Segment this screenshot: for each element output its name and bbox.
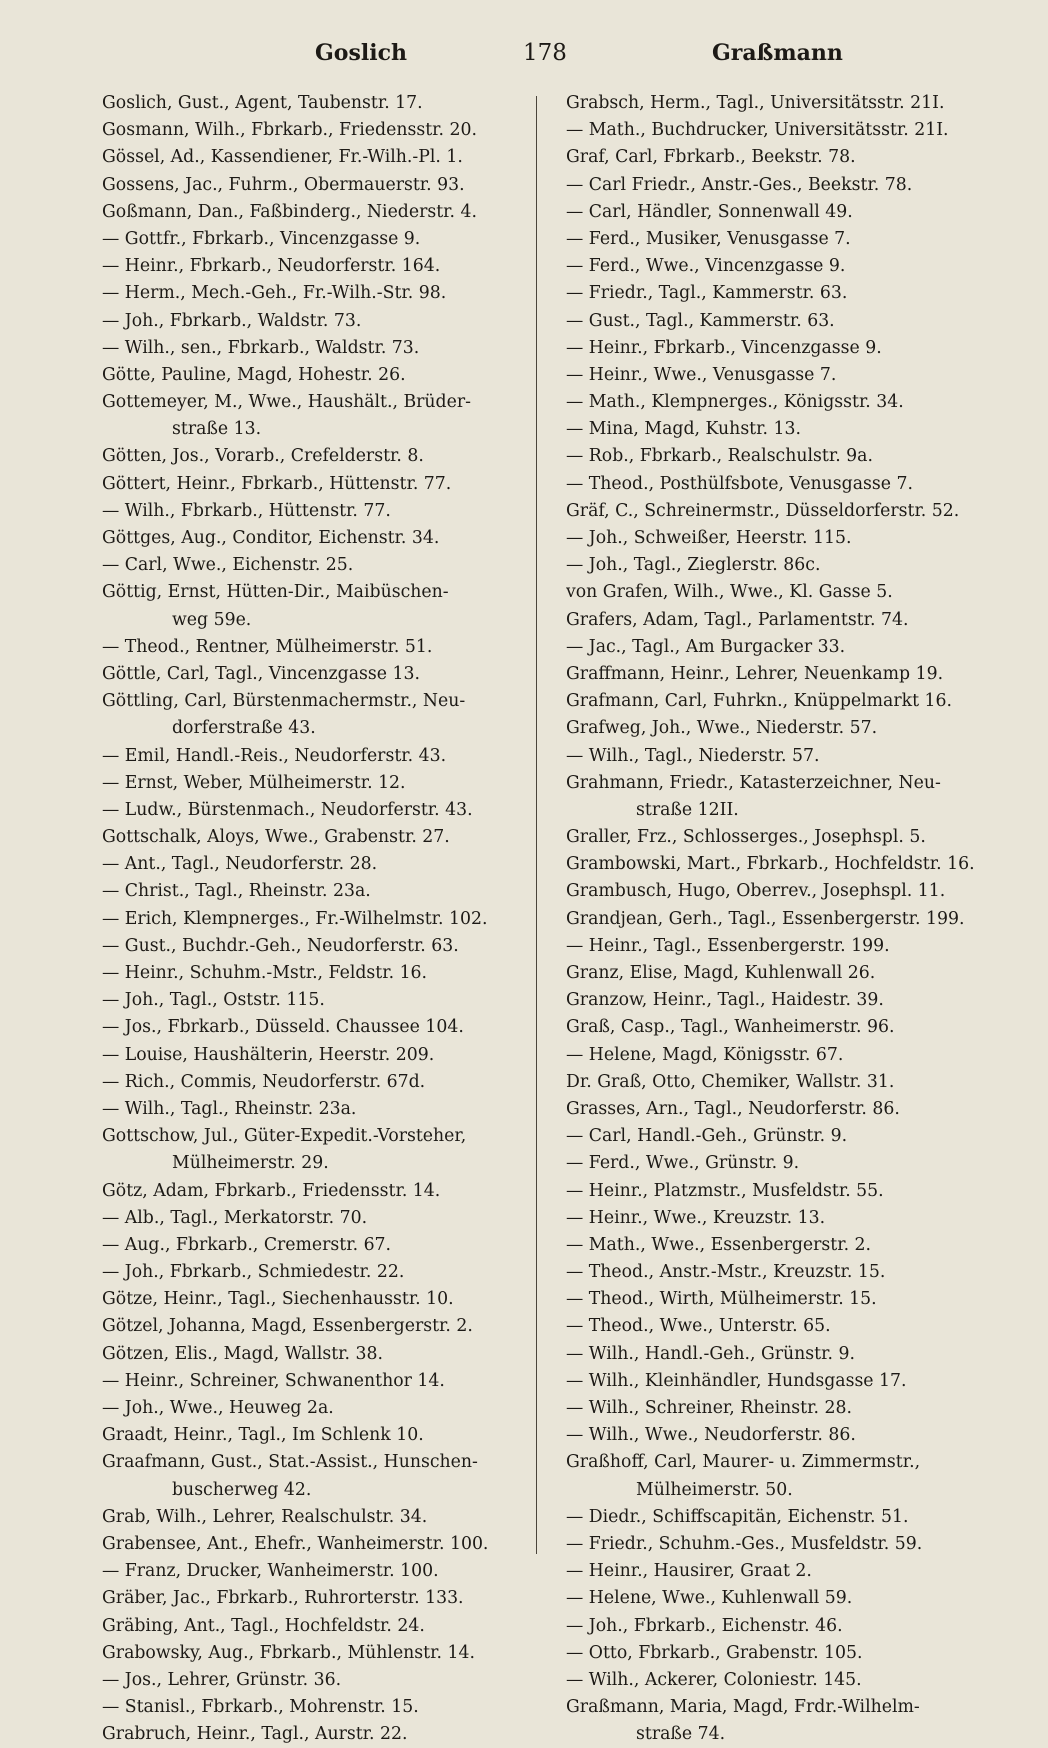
directory-entry: — Joh., Fbrkarb., Schmiedestr. 22. [102, 1262, 405, 1283]
directory-entry: Goßmann, Dan., Faßbinderg., Niederstr. 4. [102, 201, 478, 222]
directory-entry: — Erich, Klempnerges., Fr.-Wilhelmstr. 102. [102, 908, 488, 929]
directory-entry: Graßmann, Maria, Magd, Frdr.-Wilhelm- [566, 1697, 920, 1718]
directory-entry: Gössel, Ad., Kassendiener, Fr.-Wilh.-Pl. 1. [102, 147, 463, 168]
directory-entry: — Carl Friedr., Anstr.-Ges., Beekstr. 78. [566, 174, 913, 195]
directory-entry: — Heinr., Tagl., Essenbergerstr. 199. [566, 935, 890, 956]
directory-entry: — Franz, Drucker, Wanheimerstr. 100. [102, 1561, 439, 1582]
directory-entry: Grafweg, Joh., Wwe., Niederstr. 57. [566, 718, 878, 739]
directory-entry: — Wilh., Handl.-Geh., Grünstr. 9. [566, 1343, 855, 1364]
directory-entry: Grab, Wilh., Lehrer, Realschulstr. 34. [102, 1506, 428, 1527]
page-number: 178 [523, 40, 567, 66]
directory-entry: — Math., Buchdrucker, Universitätsstr. 21I. [566, 120, 949, 141]
directory-entry: — Math., Klempnerges., Königsstr. 34. [566, 392, 904, 413]
directory-entry: — Joh., Wwe., Heuweg 2a. [102, 1398, 334, 1418]
directory-entry: — Carl, Wwe., Eichenstr. 25. [102, 555, 354, 576]
directory-entry: Grabowsky, Aug., Fbrkarb., Mühlenstr. 14. [102, 1642, 475, 1663]
directory-entry: Graß, Casp., Tagl., Wanheimerstr. 96. [566, 1017, 895, 1038]
directory-entry: — Heinr., Schuhm.-Mstr., Feldstr. 16. [102, 963, 428, 983]
left-column [102, 90, 532, 1748]
directory-entry-continuation: straße 74. [636, 1724, 726, 1745]
page-header [100, 40, 970, 80]
directory-entry: Dr. Graß, Otto, Chemiker, Wallstr. 31. [566, 1071, 895, 1092]
directory-entry: — Louise, Haushälterin, Heerstr. 209. [102, 1044, 435, 1065]
directory-entry: — Theod., Anstr.-Mstr., Kreuzstr. 15. [566, 1262, 886, 1283]
directory-entry: — Helene, Magd, Königsstr. 67. [566, 1044, 844, 1065]
directory-entry: — Mina, Magd, Kuhstr. 13. [566, 419, 801, 440]
directory-entry: — Wilh., Fbrkarb., Hüttenstr. 77. [102, 500, 391, 521]
directory-entry: — Ernst, Weber, Mülheimerstr. 12. [102, 772, 406, 793]
directory-entry: — Jac., Tagl., Am Burgacker 33. [566, 636, 846, 657]
directory-entry: von Grafen, Wilh., Wwe., Kl. Gasse 5. [566, 582, 893, 603]
directory-entry-continuation: Mülheimerstr. 29. [172, 1153, 329, 1174]
header-right-keyword: Graßmann [712, 40, 843, 66]
directory-entry: — Carl, Händler, Sonnenwall 49. [566, 201, 853, 222]
directory-entry: — Diedr., Schiffscapitän, Eichenstr. 51. [566, 1506, 909, 1527]
directory-entry: — Wilh., Tagl., Rheinstr. 23a. [102, 1098, 357, 1119]
column-divider [536, 96, 537, 1554]
directory-entry: — Gust., Buchdr.-Geh., Neudorferstr. 63. [102, 935, 459, 956]
directory-entry-continuation: buscherweg 42. [172, 1479, 312, 1500]
directory-entry: — Joh., Tagl., Zieglerstr. 86c. [566, 555, 821, 576]
directory-entry: — Ant., Tagl., Neudorferstr. 28. [102, 854, 378, 875]
directory-entry: — Joh., Tagl., Oststr. 115. [102, 990, 325, 1011]
directory-entry: — Heinr., Hausirer, Graat 2. [566, 1561, 812, 1582]
directory-entry: — Heinr., Fbrkarb., Vincenzgasse 9. [566, 337, 882, 358]
directory-entry: Graadt, Heinr., Tagl., Im Schlenk 10. [102, 1425, 424, 1446]
directory-entry: — Joh., Fbrkarb., Waldstr. 73. [102, 310, 362, 331]
directory-entry: Grasses, Arn., Tagl., Neudorferstr. 86. [566, 1098, 900, 1119]
directory-entry: Göttig, Ernst, Hütten-Dir., Maibüschen- [102, 582, 449, 603]
directory-entry: Göttges, Aug., Conditor, Eichenstr. 34. [102, 528, 440, 548]
directory-entry: — Heinr., Platzmstr., Musfeldstr. 55. [566, 1180, 884, 1201]
directory-entry: — Herm., Mech.-Geh., Fr.-Wilh.-Str. 98. [102, 283, 447, 304]
directory-entry-continuation: straße 12II. [636, 799, 739, 820]
directory-entry: Graf, Carl, Fbrkarb., Beekstr. 78. [566, 147, 856, 168]
directory-entry: Grandjean, Gerh., Tagl., Essenbergerstr. 199. [566, 908, 965, 929]
directory-entry: — Theod., Wirth, Mülheimerstr. 15. [566, 1289, 877, 1310]
directory-entry: — Alb., Tagl., Merkatorstr. 70. [102, 1207, 368, 1228]
directory-entry: Götze, Heinr., Tagl., Siechenhausstr. 10. [102, 1289, 454, 1310]
directory-entry: Gottemeyer, M., Wwe., Haushält., Brüder- [102, 392, 471, 413]
directory-entry: Göttling, Carl, Bürstenmachermstr., Neu- [102, 691, 466, 712]
directory-entry: Götte, Pauline, Magd, Hohestr. 26. [102, 364, 406, 385]
directory-entry: Granz, Elise, Magd, Kuhlenwall 26. [566, 963, 876, 983]
directory-entry: — Joh., Schweißer, Heerstr. 115. [566, 528, 852, 548]
directory-entry: — Christ., Tagl., Rheinstr. 23a. [102, 881, 371, 902]
directory-entry: — Rich., Commis, Neudorferstr. 67d. [102, 1071, 426, 1092]
directory-entry: — Theod., Wwe., Unterstr. 65. [566, 1316, 831, 1337]
directory-entry: Gottschalk, Aloys, Wwe., Grabenstr. 27. [102, 827, 450, 848]
directory-entry: Goslich, Gust., Agent, Taubenstr. 17. [102, 93, 423, 113]
directory-entry: Gräf, C., Schreinermstr., Düsseldorferstr. 52. [566, 500, 960, 521]
directory-entry: — Rob., Fbrkarb., Realschulstr. 9a. [566, 446, 873, 467]
directory-entry: — Wilh., Wwe., Neudorferstr. 86. [566, 1425, 856, 1446]
directory-entry: — Carl, Handl.-Geh., Grünstr. 9. [566, 1126, 848, 1147]
directory-entry: Grabruch, Heinr., Tagl., Aurstr. 22. [102, 1724, 408, 1745]
directory-entry-continuation: Mülheimerstr. 50. [636, 1479, 793, 1500]
directory-entry: — Heinr., Fbrkarb., Neudorferstr. 164. [102, 256, 441, 277]
directory-entry: Gräber, Jac., Fbrkarb., Ruhrorterstr. 133. [102, 1588, 464, 1609]
directory-entry: Grabensee, Ant., Ehefr., Wanheimerstr. 100. [102, 1533, 489, 1554]
directory-entry: — Gottfr., Fbrkarb., Vincenzgasse 9. [102, 228, 421, 249]
directory-entry: Granzow, Heinr., Tagl., Haidestr. 39. [566, 990, 884, 1011]
directory-entry: Gosmann, Wilh., Fbrkarb., Friedensstr. 20. [102, 120, 477, 141]
directory-entry-continuation: weg 59e. [172, 609, 252, 630]
directory-entry-continuation: straße 13. [172, 419, 262, 440]
directory-entry: Göttle, Carl, Tagl., Vincenzgasse 13. [102, 663, 420, 684]
directory-entry: — Wilh., Kleinhändler, Hundsgasse 17. [566, 1370, 907, 1391]
directory-entry: — Heinr., Wwe., Venusgasse 7. [566, 364, 837, 385]
directory-entry: — Heinr., Wwe., Kreuzstr. 13. [566, 1207, 826, 1228]
directory-entry: — Emil, Handl.-Reis., Neudorferstr. 43. [102, 745, 447, 766]
directory-entry: Götten, Jos., Vorarb., Crefelderstr. 8. [102, 446, 424, 467]
directory-entry: Grabsch, Herm., Tagl., Universitätsstr. 21I. [566, 93, 945, 113]
header-left-keyword: Goslich [315, 40, 407, 66]
directory-entry: Grahmann, Friedr., Katasterzeichner, Neu- [566, 772, 941, 793]
directory-entry: — Theod., Rentner, Mülheimerstr. 51. [102, 636, 433, 657]
directory-entry: — Heinr., Schreiner, Schwanenthor 14. [102, 1370, 445, 1391]
directory-entry: — Joh., Fbrkarb., Eichenstr. 46. [566, 1615, 843, 1636]
directory-entry: — Math., Wwe., Essenbergerstr. 2. [566, 1234, 872, 1255]
directory-entry: — Ferd., Wwe., Grünstr. 9. [566, 1153, 800, 1174]
directory-entry: Grambowski, Mart., Fbrkarb., Hochfeldstr. 16. [566, 854, 975, 875]
directory-entry: Gottschow, Jul., Güter-Expedit.-Vorsteher, [102, 1126, 467, 1147]
directory-entry: — Otto, Fbrkarb., Grabenstr. 105. [566, 1642, 863, 1663]
directory-entry: Grafers, Adam, Tagl., Parlamentstr. 74. [566, 609, 909, 630]
directory-entry-continuation: dorferstraße 43. [172, 718, 316, 739]
directory-entry: — Gust., Tagl., Kammerstr. 63. [566, 310, 835, 331]
directory-entry: Gossens, Jac., Fuhrm., Obermauerstr. 93. [102, 174, 465, 195]
directory-entry: — Ferd., Musiker, Venusgasse 7. [566, 228, 851, 249]
directory-entry: Gräbing, Ant., Tagl., Hochfeldstr. 24. [102, 1615, 425, 1636]
right-column [566, 90, 1004, 1748]
directory-entry: — Wilh., sen., Fbrkarb., Waldstr. 73. [102, 337, 420, 358]
directory-entry: Grambusch, Hugo, Oberrev., Josephspl. 11. [566, 881, 946, 902]
directory-entry: Graller, Frz., Schlosserges., Josephspl. 5. [566, 827, 926, 848]
directory-entry: — Jos., Fbrkarb., Düsseld. Chaussee 104. [102, 1017, 464, 1038]
directory-entry: Graafmann, Gust., Stat.-Assist., Hunschen- [102, 1452, 478, 1473]
directory-entry: Götzen, Elis., Magd, Wallstr. 38. [102, 1343, 383, 1364]
directory-entry: — Ferd., Wwe., Vincenzgasse 9. [566, 256, 846, 277]
directory-entry: — Theod., Posthülfsbote, Venusgasse 7. [566, 473, 913, 494]
directory-entry: — Wilh., Schreiner, Rheinstr. 28. [566, 1398, 852, 1418]
directory-entry: Graßhoff, Carl, Maurer- u. Zimmermstr., [566, 1452, 921, 1473]
directory-entry: — Ludw., Bürstenmach., Neudorferstr. 43. [102, 799, 473, 820]
directory-entry: Grafmann, Carl, Fuhrkn., Knüppelmarkt 16. [566, 691, 952, 712]
directory-entry: Götz, Adam, Fbrkarb., Friedensstr. 14. [102, 1180, 441, 1201]
directory-entry: Götzel, Johanna, Magd, Essenbergerstr. 2. [102, 1316, 473, 1337]
directory-entry: — Aug., Fbrkarb., Cremerstr. 67. [102, 1234, 392, 1255]
directory-entry: — Helene, Wwe., Kuhlenwall 59. [566, 1588, 853, 1609]
directory-entry: — Wilh., Tagl., Niederstr. 57. [566, 745, 820, 766]
directory-entry: — Jos., Lehrer, Grünstr. 36. [102, 1669, 342, 1690]
directory-entry: — Wilh., Ackerer, Coloniestr. 145. [566, 1669, 862, 1690]
directory-entry: Graffmann, Heinr., Lehrer, Neuenkamp 19. [566, 663, 944, 684]
directory-entry: — Friedr., Tagl., Kammerstr. 63. [566, 283, 848, 304]
directory-entry: — Stanisl., Fbrkarb., Mohrenstr. 15. [102, 1697, 419, 1718]
directory-entry: — Friedr., Schuhm.-Ges., Musfeldstr. 59. [566, 1533, 923, 1554]
directory-entry: Göttert, Heinr., Fbrkarb., Hüttenstr. 77. [102, 473, 452, 494]
